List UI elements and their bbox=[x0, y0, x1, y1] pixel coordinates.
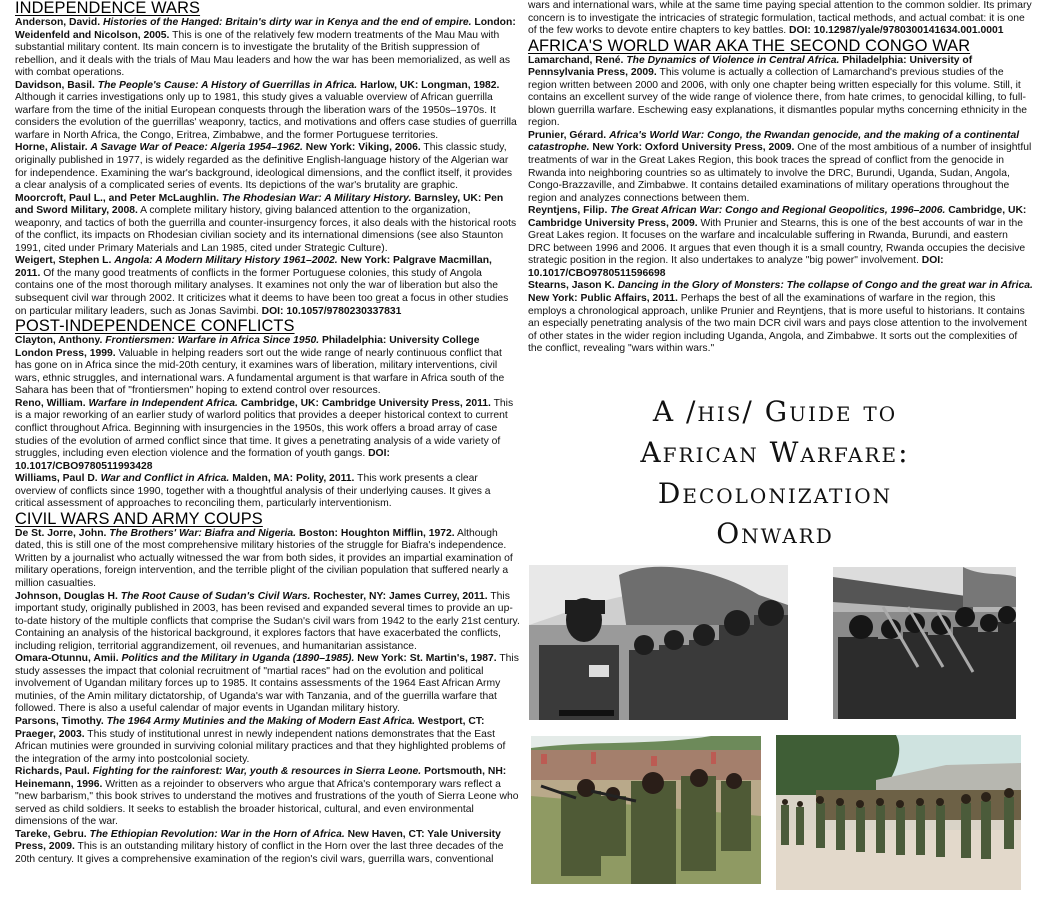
section-heading: AFRICA'S WORLD WAR AKA THE SECOND CONGO WAR bbox=[528, 36, 971, 55]
entry-publisher: New Haven, CT: Yale University Press, 2009. bbox=[15, 828, 501, 853]
section-heading: INDEPENDENCE WARS bbox=[15, 0, 201, 17]
entry-author: De St. Jorre, John. bbox=[15, 527, 107, 539]
bibliography-entry bbox=[528, 280, 1033, 355]
entry-annotation: One of the most ambitious of a number of insightful treatments of war in the Great Lakes Region, this book traces the spread of conflict from the genocide in Rwanda into neighboring countries so as ultimately to involve the DRC, Burundi, Uganda, Sudan, Angola, Congo-Brazzaville, and Zimbabwe. It contains detailed examinations of military operations throughout the region and analyzes connections between them. bbox=[528, 142, 1032, 204]
entry-publisher: Rochester, NY: James Currey, 2011. bbox=[313, 590, 488, 602]
section-heading: CIVIL WARS AND ARMY COUPS bbox=[15, 509, 263, 528]
bibliography-entry bbox=[15, 17, 520, 80]
entry-title: Dancing in the Glory of Monsters: The collapse of Congo and the great war in Africa. bbox=[617, 280, 1033, 292]
entry-publisher: Portsmouth, NH: Heinemann, 1996. bbox=[15, 766, 507, 790]
entry-author: Stearns, Jason K. bbox=[528, 280, 615, 292]
bibliography-entry bbox=[15, 528, 520, 591]
bibliography-entry bbox=[15, 398, 520, 473]
entry-publisher: Cambridge, UK: Cambridge University Press, 2011. bbox=[240, 397, 491, 409]
entry-author: Anderson, David. bbox=[15, 17, 101, 28]
photo-parade-formation bbox=[776, 735, 1021, 890]
photo-soldiers-marching bbox=[531, 736, 761, 884]
entry-annotation: This classic study, originally published in 1977, is widely regarded as the definitive English-language history of the Algerian war for independence. Examining the war's background, ideological dimensions, and the conflict itself, it provides a clear analysis of a complicated series of events. Its depictions of the war's brutality are graphic. bbox=[15, 142, 513, 192]
entry-doi: DOI: 10.12987/yale/9780300141634.001.0001 bbox=[789, 25, 1004, 37]
entry-author: Davidson, Basil. bbox=[15, 79, 95, 91]
photo-officer-inspection bbox=[529, 565, 788, 720]
entry-author: Johnson, Douglas H. bbox=[15, 590, 118, 602]
entry-title: The Rhodesian War: A Military History. bbox=[221, 192, 412, 204]
entry-annotation: This is one of the relatively few modern treatments of the Mau Mau with substantial military content. Its main concern is to investigate the brutality of the British suppression of rebellion, and it deals with the trials of Mau Mau leaders and how the war has been memorialized, as well as with combat operations. bbox=[15, 29, 511, 79]
bibliography-entry bbox=[15, 653, 520, 716]
entry-annotation: wars and international wars, while at the same time paying special attention to the common soldier. Its primary concern is to investigate the intricacies of strategic formulation, tactical methods, and actual combat: it is one of the few works to devote entire chapters to key battles. bbox=[528, 0, 1032, 37]
bibliography-entry bbox=[528, 55, 1033, 130]
entry-publisher: Barnsley, UK: Pen and Sword Military, 2008. bbox=[15, 192, 504, 217]
entry-author: Clayton, Anthony. bbox=[15, 335, 103, 347]
entry-annotation: This study assesses the impact that colonial recruitment of "martial races" had on the evolution and political involvement of Ugandan military forces up to 1985. It contains assessments of the 1964 East African Army mutinies, of the Amin military dictatorship, of Uganda's war with Tanzania, and of the guerrilla warfare that followed. There is also a useful calendar of major events in Ugandan military history. bbox=[15, 653, 519, 715]
entry-annotation: This work presents a clear overview of conflicts since 1990, together with a thoughtful analysis of their underlying causes. It gives a critical assessment of approaches to reconciling them, particularly interventionism. bbox=[15, 473, 491, 510]
entry-author: Moorcroft, Paul L., and Peter McLaughlin. bbox=[15, 192, 220, 204]
bibliography-entry bbox=[15, 193, 520, 256]
entry-title: The Ethiopian Revolution: War in the Horn of Africa. bbox=[89, 828, 345, 840]
entry-publisher: Harlow, UK: Longman, 1982. bbox=[360, 79, 500, 91]
entry-author: Reno, William. bbox=[15, 397, 86, 409]
entry-author: Reyntjens, Filip. bbox=[528, 205, 608, 217]
entry-annotation: Although dated, this is still one of the most comprehensive military histories of the struggle for Biafra's independence. Written by a journalist who actually witnessed the war from both sides, it provides an impartial examination of military operations, foreign intervention, and the terrible plight of the civilian population that suffered nearly a million casualties. bbox=[15, 527, 513, 589]
entry-author: Omara-Otunnu, Amii. bbox=[15, 653, 119, 665]
entry-annotation: This is an outstanding military history of conflict in the Horn over the last three decades of the 20th century. It gives a comprehensive examination of the region's civil wars, guerrilla wars, conventional bbox=[15, 841, 504, 865]
entry-author: Lamarchand, René. bbox=[528, 54, 624, 66]
entry-publisher: New York: Viking, 2006. bbox=[305, 142, 421, 154]
title-line: Decolonization bbox=[657, 476, 893, 510]
entry-title: War and Conflict in Africa. bbox=[100, 473, 230, 485]
entry-publisher: Philadelphia: University of Pennsylvania Press, 2009. bbox=[528, 54, 973, 79]
entry-title: Angola: A Modern Military History 1961–2002. bbox=[114, 255, 338, 267]
title-line: African Warfare: bbox=[640, 435, 910, 469]
entry-publisher: Cambridge, UK: Cambridge University Press, 2009. bbox=[528, 205, 1027, 229]
bibliography-entry bbox=[15, 255, 520, 318]
entry-annotation: This study of institutional unrest in newly independent nations demonstrates that the East African mutinies were grounded in surviving colonial military practices and that they highlighted problems of the integration of the army into postcolonial society. bbox=[15, 728, 506, 765]
entry-author: Williams, Paul D. bbox=[15, 473, 98, 485]
title-line: Onward bbox=[716, 517, 834, 551]
bibliography-entry bbox=[528, 205, 1033, 280]
entry-annotation: Although it carries investigations only up to 1981, this study gives a valuable overview of African guerrilla warfare from the time of the initial European conquests through the liberation wars of the 1950s–1970s. It considers the evolution of the guerrillas' weaponry, tactics, and motivations and offers case studies of guerrilla warfare in North Africa, the Congo, Eritrea, Zimbabwe, and the former Portuguese territories. bbox=[15, 92, 517, 141]
bibliography-entry-continued bbox=[528, 0, 1033, 38]
entry-title: Africa's World War: Congo, the Rwandan genocide, and the making of a continental catastrophe. bbox=[528, 129, 1020, 154]
bibliography-entry bbox=[15, 766, 520, 829]
bibliography-entry bbox=[15, 591, 520, 654]
entry-annotation: Perhaps the best of all the examinations of warfare in the region, this employs a chronological approach, unlike Prunier and Reyntjens, that is more useful to historians. It contains an especially penetrating analysis of the two main DCR civil wars and pays close attention to the involvement of other states in the wider region including Uganda, Angola, and Zimbabwe. It sorts out the complexities of the conflict, revealing "wars within wars." bbox=[528, 293, 1028, 355]
entry-annotation: This important study, originally published in 2003, has been revised and expanded several times to provide an up-to-date history of the multiple conflicts that comprise the Sudan's civil wars from 1942 to the early 21st century. Containing an analysis of the historical background, it explores factors that have exacerbated the conflicts, including religion, territorial aggrandizement, oil revenues, and humanitarian assistance. bbox=[15, 590, 520, 652]
entry-title: Politics and the Military in Uganda (1890–1985). bbox=[121, 653, 355, 665]
entry-title: The 1964 Army Mutinies and the Making of Modern East Africa. bbox=[106, 715, 416, 727]
entry-title: Fighting for the rainforest: War, youth & resources in Sierra Leone. bbox=[92, 766, 422, 778]
entry-title: The People's Cause: A History of Guerrillas in Africa. bbox=[97, 79, 358, 91]
entry-annotation: A complete military history, giving balanced attention to the organization, weaponry, and tactics of both the guerrilla and counter-insurgency forces, it also deals with the historical roots of the conflict, its impacts on Rhodesian civilian society and its international dimensions (see also Staunton 1991, cited under Primary Materials and Lan 1985, cited under Strategic Culture). bbox=[15, 205, 517, 254]
entry-title: The Brothers' War: Biafra and Nigeria. bbox=[109, 527, 297, 539]
entry-title: The Dynamics of Violence in Central Africa. bbox=[626, 54, 840, 66]
entry-publisher: New York: Palgrave Macmillan, 2011. bbox=[15, 255, 492, 279]
document-title bbox=[560, 392, 990, 555]
title-line: A /his/ Guide to bbox=[652, 395, 898, 428]
entry-author: Prunier, Gérard. bbox=[528, 129, 607, 141]
entry-title: A Savage War of Peace: Algeria 1954–1962. bbox=[90, 142, 303, 154]
entry-publisher: London: Weidenfeld and Nicolson, 2005. bbox=[15, 17, 516, 41]
entry-doi: DOI: 10.1017/CBO9780511993428 bbox=[15, 448, 390, 472]
entry-author: Richards, Paul. bbox=[15, 766, 90, 778]
bibliography-entry bbox=[528, 130, 1033, 205]
photo-guerrilla-formation bbox=[833, 567, 1016, 719]
bibliography-entry bbox=[15, 142, 520, 192]
right-column bbox=[528, 0, 1033, 356]
bibliography-entry bbox=[15, 473, 520, 511]
entry-annotation: With Prunier and Stearns, this is one of the best accounts of war in the Great Lakes region. It focuses on the warfare and incalculable suffering in Rwanda, Burundi, and eastern DRC between 1996 and 2006. It argues that even though it is a small country, Rwanda occupies the decisive strategic position in the region. It also undertakes to analyze "big power" involvement. bbox=[528, 217, 1026, 267]
bibliography-entry bbox=[15, 716, 520, 766]
bibliography-entry bbox=[15, 335, 520, 398]
entry-annotation: Of the many good treatments of conflicts in the former Portuguese colonies, this study of Angola contains one of the most thorough military analyses. It examines not only the war of liberation but also the subsequent civil war through 2002. It criticizes what it deems to have been too great a focus in other studies on particular military leaders, such as Jonas Savimbi. bbox=[15, 267, 509, 317]
left-column bbox=[15, 0, 520, 867]
entry-title: The Great African War: Congo and Regional Geopolitics, 1996–2006. bbox=[610, 205, 946, 217]
section-heading: POST-INDEPENDENCE CONFLICTS bbox=[15, 317, 295, 336]
bibliography-entry bbox=[15, 80, 520, 143]
entry-annotation: Valuable in helping readers sort out the wide range of nearly continuous conflict that has gone on in Africa since the mid-20th century, it examines wars of liberation, military interventions, civil wars, ethnic struggles, and international wars. A fundamental argument is that warfare in Africa south of the Sahara has been that of "frontiersmen" hoping to extend control over resources. bbox=[15, 347, 505, 397]
entry-annotation: Written as a rejoinder to observers who argue that Africa's contemporary wars reflect a "new barbarism," this book strives to understand the motives and frustrations of the youth of Sierra Leone who served as child soldiers. It seeks to establish the broader historical, cultural, and even environmental dimensions of the war. bbox=[15, 778, 519, 828]
entry-publisher: New York: Oxford University Press, 2009. bbox=[592, 142, 795, 154]
entry-author: Horne, Alistair. bbox=[15, 142, 88, 154]
entry-title: Warfare in Independent Africa. bbox=[88, 397, 238, 409]
entry-publisher: Boston: Houghton Mifflin, 1972. bbox=[298, 527, 455, 539]
bibliography-entry bbox=[15, 829, 520, 867]
entry-doi: DOI: 10.1057/9780230337831 bbox=[261, 305, 402, 317]
entry-publisher: New York: St. Martin's, 1987. bbox=[357, 653, 497, 665]
entry-title: Frontiersmen: Warfare in Africa Since 1950. bbox=[105, 335, 320, 347]
entry-title: The Root Cause of Sudan's Civil Wars. bbox=[120, 590, 311, 602]
entry-publisher: New York: Public Affairs, 2011. bbox=[528, 293, 678, 305]
entry-publisher: Malden, MA: Polity, 2011. bbox=[232, 473, 355, 485]
entry-title: Histories of the Hanged: Britain's dirty war in Kenya and the end of empire. bbox=[102, 17, 472, 28]
entry-author: Parsons, Timothy. bbox=[15, 715, 104, 727]
entry-author: Tareke, Gebru. bbox=[15, 828, 87, 840]
entry-author: Weigert, Stephen L. bbox=[15, 255, 112, 267]
entry-publisher: Westport, CT: Praeger, 2003. bbox=[15, 715, 485, 740]
entry-publisher: Philadelphia: University College London Press, 1999. bbox=[15, 335, 480, 359]
entry-doi: DOI: 10.1017/CBO9780511596698 bbox=[528, 255, 944, 279]
entry-annotation: This volume is actually a collection of Lamarchand's previous studies of the region written between 2000 and 2006, with only one chapter being written especially for this volume. Still, it contains an excellent survey of the wide range of violence there, from hate crimes, to genocidal killing, to full-blown guerrilla warfare. Eschewing easy explanations, it dismantles popular myths concerning ethnicity in the region. bbox=[528, 67, 1028, 129]
entry-annotation: This is a major reworking of an earlier study of warlord politics that provides a deeper historical context to current conflict throughout Africa. Beginning with insurgencies in the 1950s, this work offers a broad array of case studies of the evolution of armed conflict since that time. It gives a penetrating analysis of a wide variety of struggles, including even election violence and the formation of youth gangs. bbox=[15, 397, 514, 460]
